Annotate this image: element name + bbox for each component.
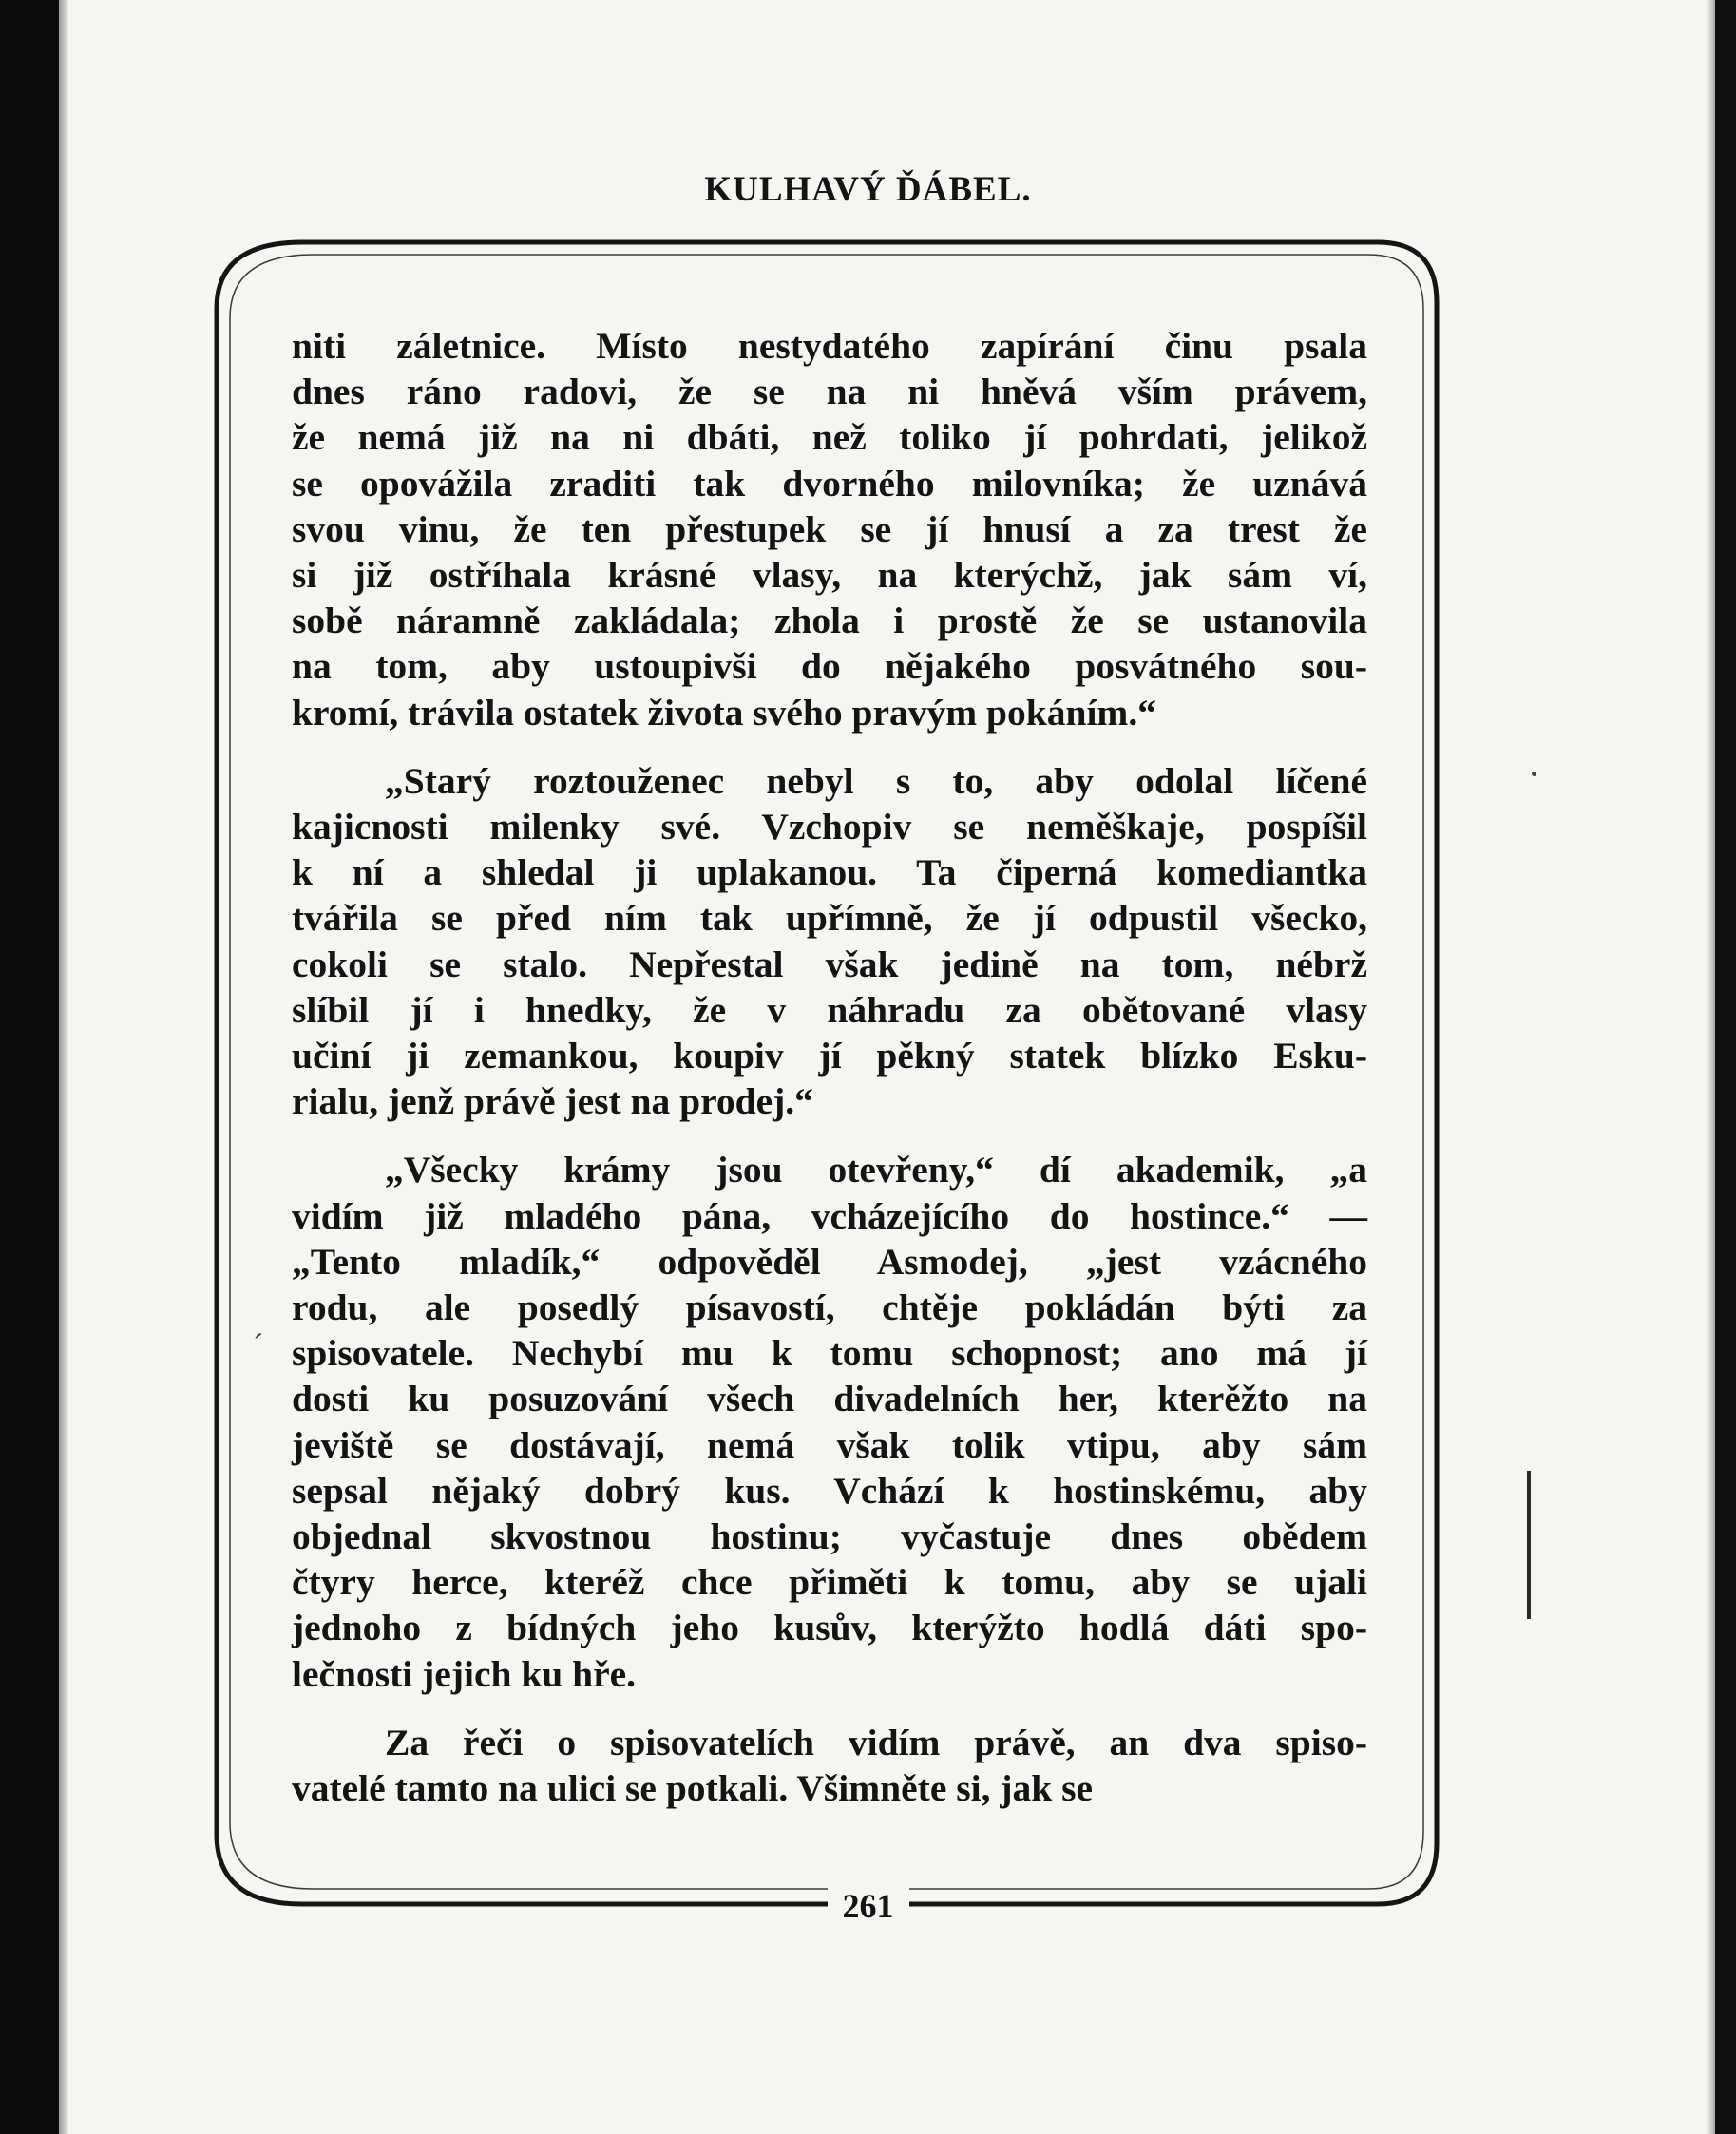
- text-line: rodu, ale posedlý písavostí, chtěje pokládán býti za: [292, 1286, 1367, 1329]
- text-line: vatelé tamto na ulici se potkali. Všimněte si, jak se: [292, 1767, 1093, 1810]
- text-line: lečnosti jejich ku hře.: [292, 1652, 637, 1695]
- text-line: tvářila se před ním tak upřímně, že jí odpustil všecko,: [292, 897, 1367, 940]
- text-line: čtyry herce, kteréž chce přiměti k tomu, aby se ujali: [292, 1561, 1367, 1604]
- text-line: dosti ku posuzování všech divadelních her, kterěžto na: [292, 1378, 1367, 1420]
- text-line: „Starý roztouženec nebyl s to, aby odolal líčené: [385, 759, 1367, 802]
- text-line: spisovatele. Nechybí mu k tomu schopnost; ano má jí: [292, 1332, 1367, 1375]
- text-line: sobě náramně zakládala; zhola i prostě že se ustanovila: [292, 600, 1367, 642]
- text-line: niti záletnice. Místo nestydatého zapírání činu psala: [292, 325, 1367, 367]
- margin-dot: [1532, 772, 1536, 776]
- text-line: cokoli se stalo. Nepřestal však jedině na tom, nébrž: [292, 943, 1367, 985]
- text-line: svou vinu, že ten přestupek se jí hnusí a za trest že: [292, 507, 1367, 550]
- text-line: jednoho z bídných jeho kusův, kterýžto hodlá dáti spo-: [292, 1607, 1367, 1649]
- paragraph-gap: [292, 1697, 1367, 1720]
- paragraph-gap: [292, 735, 1367, 758]
- text-line: „Všecky krámy jsou otevřeny,“ dí akademik, „a: [385, 1149, 1367, 1191]
- text-line: Za řeči o spisovatelích vidím právě, an dva spiso-: [385, 1721, 1367, 1763]
- running-header: KULHAVÝ ĎÁBEL.: [704, 170, 1032, 209]
- margin-pen-mark: ´: [253, 1328, 264, 1363]
- text-line: se opovážila zraditi tak dvorného milovníka; že uznává: [292, 462, 1367, 505]
- body-text: [292, 323, 1367, 1811]
- text-line: jeviště se dostávají, nemá však tolik vtipu, aby sám: [292, 1423, 1367, 1466]
- text-line: objednal skvostnou hostinu; vyčastuje dnes obědem: [292, 1515, 1367, 1558]
- paragraph-gap: [292, 1124, 1367, 1147]
- text-line: k ní a shledal ji uplakanou. Ta čiperná komediantka: [292, 851, 1367, 894]
- text-line: že nemá již na ni dbáti, než toliko jí pohrdati, jelikož: [292, 416, 1367, 459]
- text-line: kromí, trávila ostatek života svého pravým pokáním.“: [292, 691, 1156, 734]
- text-line: slíbil jí i hnedky, že v náhradu za obětované vlasy: [292, 988, 1367, 1031]
- text-line: sepsal nějaký dobrý kus. Vchází k hostinskému, aby: [292, 1469, 1367, 1512]
- text-line: „Tento mladík,“ odpověděl Asmodej, „jest vzácného: [292, 1240, 1367, 1283]
- text-line: si již ostříhala krásné vlasy, na kterýchž, jak sám ví,: [292, 554, 1367, 597]
- text-line: kajicnosti milenky své. Vzchopiv se neměškaje, pospíšil: [292, 806, 1367, 848]
- text-line: vidím již mladého pána, vcházejícího do hostince.“ —: [292, 1194, 1367, 1237]
- text-line: na tom, aby ustoupivši do nějakého posvátného sou-: [292, 645, 1367, 688]
- page-number: [0, 1886, 1736, 1926]
- text-line: dnes ráno radovi, že se na ni hněvá vším právem,: [292, 371, 1367, 413]
- text-line: učiní ji zemankou, koupiv jí pěkný statek blízko Esku-: [292, 1035, 1367, 1077]
- margin-pencil-line: [1527, 1471, 1531, 1619]
- text-line: rialu, jenž právě jest na prodej.“: [292, 1080, 813, 1123]
- page-number-value: 261: [828, 1887, 909, 1925]
